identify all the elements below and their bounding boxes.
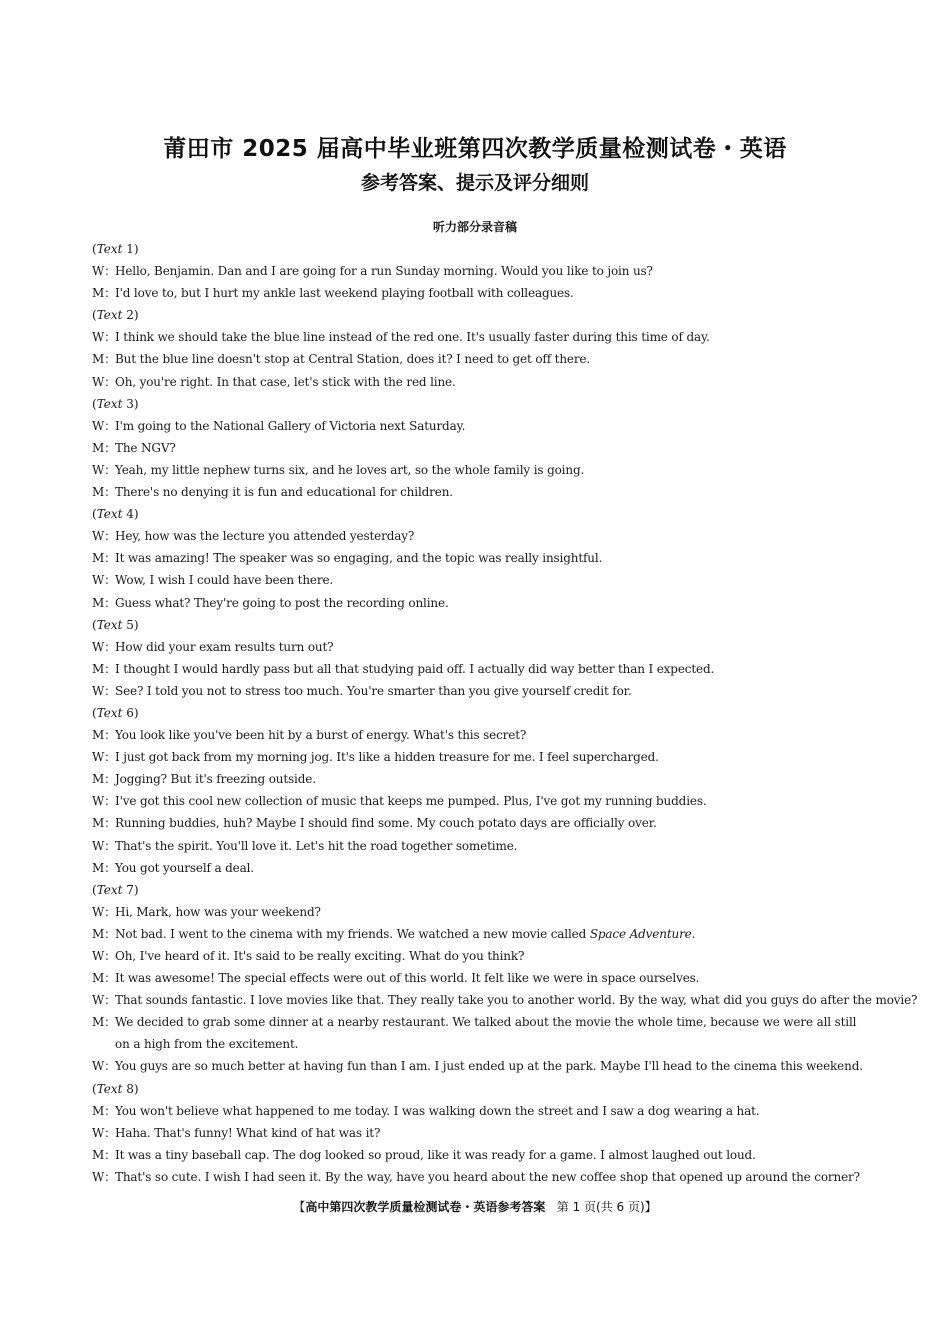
speech-text: There's no denying it is fun and educational for children. [115,485,453,500]
text-section-label [92,304,862,326]
text-label-word: Text [96,705,123,720]
speech-text: Hi, Mark, how was your weekend? [115,904,321,919]
speaker-tag: M： [92,860,116,875]
dialogue-line [92,857,862,879]
speech-text: I thought I would hardly pass but all that studying paid off. I actually did way better than I expected. [115,661,715,676]
text-section-label [92,879,862,901]
speaker-tag: W： [92,949,117,963]
dialogue-line [92,790,862,812]
speech-text: See? I told you not to stress too much. You're smarter than you give yourself credit for. [115,683,632,698]
text-label-number: 6 [126,705,134,720]
dialogue-line [92,282,862,304]
speaker-tag: W： [92,838,117,853]
speech-text: Oh, you're right. In that case, let's stick with the red line. [115,374,456,389]
dialogue-line [92,812,862,834]
speech-text: I've got this cool new collection of music that keeps me pumped. Plus, I've got my running buddies. [115,794,707,809]
speaker-tag: W： [92,683,117,698]
dialogue-line [92,923,862,945]
dialogue-line [92,260,862,282]
speaker-tag: M： [92,1147,116,1162]
speech-text: Haha. That's funny! What kind of hat was it? [115,1125,381,1140]
speech-text: But the blue line doesn't stop at Central Station, does it? I need to get off there. [115,352,591,367]
speaker-tag: M： [92,926,116,941]
speaker-tag: M： [92,286,116,301]
dialogue-line [92,967,862,989]
paren-close: ) [133,396,139,411]
paren-open: ( [92,1081,97,1096]
dialogue-line [92,835,862,857]
dialogue-line [92,746,862,768]
speaker-tag: M： [92,595,116,610]
speaker-tag: W： [92,374,117,389]
speaker-tag: M： [92,551,116,566]
text-label-number: 3 [126,396,134,411]
dialogue-line [92,437,862,459]
text-label-number: 2 [126,308,134,323]
footer-exam-name: 高中第四次教学质量检测试卷・英语参考答案 [305,1200,546,1214]
speech-text: You got yourself a deal. [115,860,254,875]
speech-text: That's the spirit. You'll love it. Let's hit the road together sometime. [115,838,518,853]
speaker-tag: W： [92,993,117,1008]
paren-open: ( [92,308,97,323]
paren-close: ) [133,242,139,256]
speaker-tag: M： [92,1103,116,1118]
dialogue-line [92,1144,862,1166]
speaker-tag: W： [92,529,117,544]
paren-close: ) [133,1081,139,1096]
text-section-label [92,393,862,415]
speaker-tag: W： [92,794,117,809]
text-label-word: Text [96,507,123,522]
text-section-label [92,503,862,525]
movie-title: Space Adventure [589,926,692,941]
paren-open: ( [92,396,97,411]
listening-transcript [92,238,918,1188]
dialogue-line [92,1122,862,1144]
document-subtitle: 参考答案、提示及评分细则 [360,172,589,194]
speech-text: It was awesome! The special effects were out of this world. It felt like we were in space ourselves. [115,971,700,986]
speaker-tag: W： [92,418,117,433]
speech-text: I'm going to the National Gallery of Victoria next Saturday. [115,418,466,433]
speech-text: You won't believe what happened to me today. I was walking down the street and I saw a dog wearing a hat. [115,1103,760,1118]
dialogue-line [92,1011,862,1055]
text-label-number: 4 [126,507,134,522]
speech-text: Hey, how was the lecture you attended yesterday? [115,529,415,544]
speaker-tag: W： [92,1125,117,1140]
dialogue-line [92,989,918,1011]
dialogue-line [92,1166,862,1188]
speech-text: You look like you've been hit by a burst of energy. What's this secret? [115,728,527,743]
paren-close: ) [133,617,139,632]
footer-page-info: 第 1 页(共 6 页) [556,1200,645,1214]
speech-text: That sounds fantastic. I love movies like that. They really take you to another world. By the way, what did you guys do after the movie? [115,993,918,1008]
speech-text: How did your exam results turn out? [115,639,334,654]
speech-text: Running buddies, huh? Maybe I should find some. My couch potato days are officially over. [115,816,657,831]
dialogue-line [92,569,862,591]
speech-text: I'd love to, but I hurt my ankle last weekend playing football with colleagues. [115,286,574,301]
speech-text: That's so cute. I wish I had seen it. By the way, have you heard about the new coffee shop that opened up around the corner? [115,1169,860,1184]
speaker-tag: M： [92,440,116,455]
speech-text: Wow, I wish I could have been there. [115,573,334,588]
speaker-tag: W： [92,639,117,654]
footer-bracket-open: 【 [293,1200,306,1214]
dialogue-line [92,371,862,393]
dialogue-line [92,592,862,614]
text-section-label [92,1078,862,1100]
dialogue-line [92,658,862,680]
text-label-word: Text [96,396,123,411]
speaker-tag: W： [92,330,117,345]
speaker-tag: W： [92,462,117,477]
dialogue-line [92,1055,862,1077]
dialogue-line [92,326,862,348]
speech-text: Hello, Benjamin. Dan and I are going for a run Sunday morning. Would you like to join us? [115,264,653,279]
text-label-number: 7 [126,882,134,897]
paren-close: ) [133,308,139,323]
speaker-tag: M： [92,728,116,743]
speaker-tag: W： [92,264,117,279]
paren-open: ( [92,507,97,522]
dialogue-line [92,459,862,481]
speech-text: It was a tiny baseball cap. The dog looked so proud, like it was ready for a game. I almost laughed out loud. [115,1147,756,1162]
speaker-tag: M： [92,816,116,831]
dialogue-line [92,724,862,746]
speech-text: Oh, I've heard of it. It's said to be really exciting. What do you think? [115,949,525,963]
dialogue-line [92,1100,862,1122]
dialogue-line [92,901,862,923]
speaker-tag: M： [92,1015,116,1030]
speech-text: Jogging? But it's freezing outside. [115,772,316,787]
text-label-number: 8 [126,1081,134,1096]
speech-text: Not bad. I went to the cinema with my friends. We watched a new movie called Space Adventure. [115,926,696,941]
speaker-tag: W： [92,1169,117,1184]
paren-open: ( [92,617,97,632]
speech-text: I think we should take the blue line instead of the red one. It's usually faster during this time of day. [115,330,710,345]
speaker-tag: M： [92,971,116,986]
speaker-tag: W： [92,573,117,588]
speech-text: Guess what? They're going to post the recording online. [115,595,449,610]
paren-open: ( [92,882,97,897]
dialogue-line [92,768,862,790]
footer-bracket-close: 】 [644,1200,657,1214]
dialogue-line [92,415,862,437]
paren-close: ) [133,507,139,522]
speech-text: Yeah, my little nephew turns six, and he loves art, so the whole family is going. [115,462,585,477]
dialogue-line [92,945,862,967]
speaker-tag: W： [92,750,117,765]
speech-text: We decided to grab some dinner at a nearby restaurant. We talked about the movie the whole time, because we were all still on a high from the excitement. [115,1015,857,1052]
text-section-label [92,614,862,636]
speaker-tag: W： [92,1059,117,1074]
dialogue-line [92,547,862,569]
dialogue-line [92,481,862,503]
speech-text: I just got back from my morning jog. It's like a hidden treasure for me. I feel supercharged. [115,750,659,765]
dialogue-line [92,525,862,547]
dialogue-line [92,680,862,702]
speech-text: You guys are so much better at having fun than I am. I just ended up at the park. Maybe I'll head to the cinema this weekend. [115,1059,863,1074]
text-label-number: 5 [126,617,134,632]
document-title: 莆田市 2025 届高中毕业班第四次教学质量检测试卷・英语 [163,136,787,162]
speech-text: The NGV? [115,440,176,455]
text-label-word: Text [96,882,123,897]
dialogue-line [92,636,862,658]
speaker-tag: M： [92,485,116,500]
paren-open: ( [92,705,97,720]
text-section-label [92,238,862,260]
section-heading: 听力部分录音稿 [432,220,517,234]
dialogue-line [92,348,862,370]
text-label-word: Text [96,617,123,632]
text-section-label [92,702,862,724]
paren-close: ) [133,882,139,897]
speech-text: It was amazing! The speaker was so engaging, and the topic was really insightful. [115,551,603,566]
speaker-tag: M： [92,352,116,367]
text-label-word: Text [96,242,123,256]
text-label-number: 1 [126,242,134,256]
speaker-tag: W： [92,904,117,919]
speaker-tag: M： [92,772,116,787]
speaker-tag: M： [92,661,116,676]
text-label-word: Text [96,308,123,323]
paren-close: ) [133,705,139,720]
page-footer [0,1198,950,1215]
text-label-word: Text [96,1081,123,1096]
paren-open: ( [92,242,97,256]
